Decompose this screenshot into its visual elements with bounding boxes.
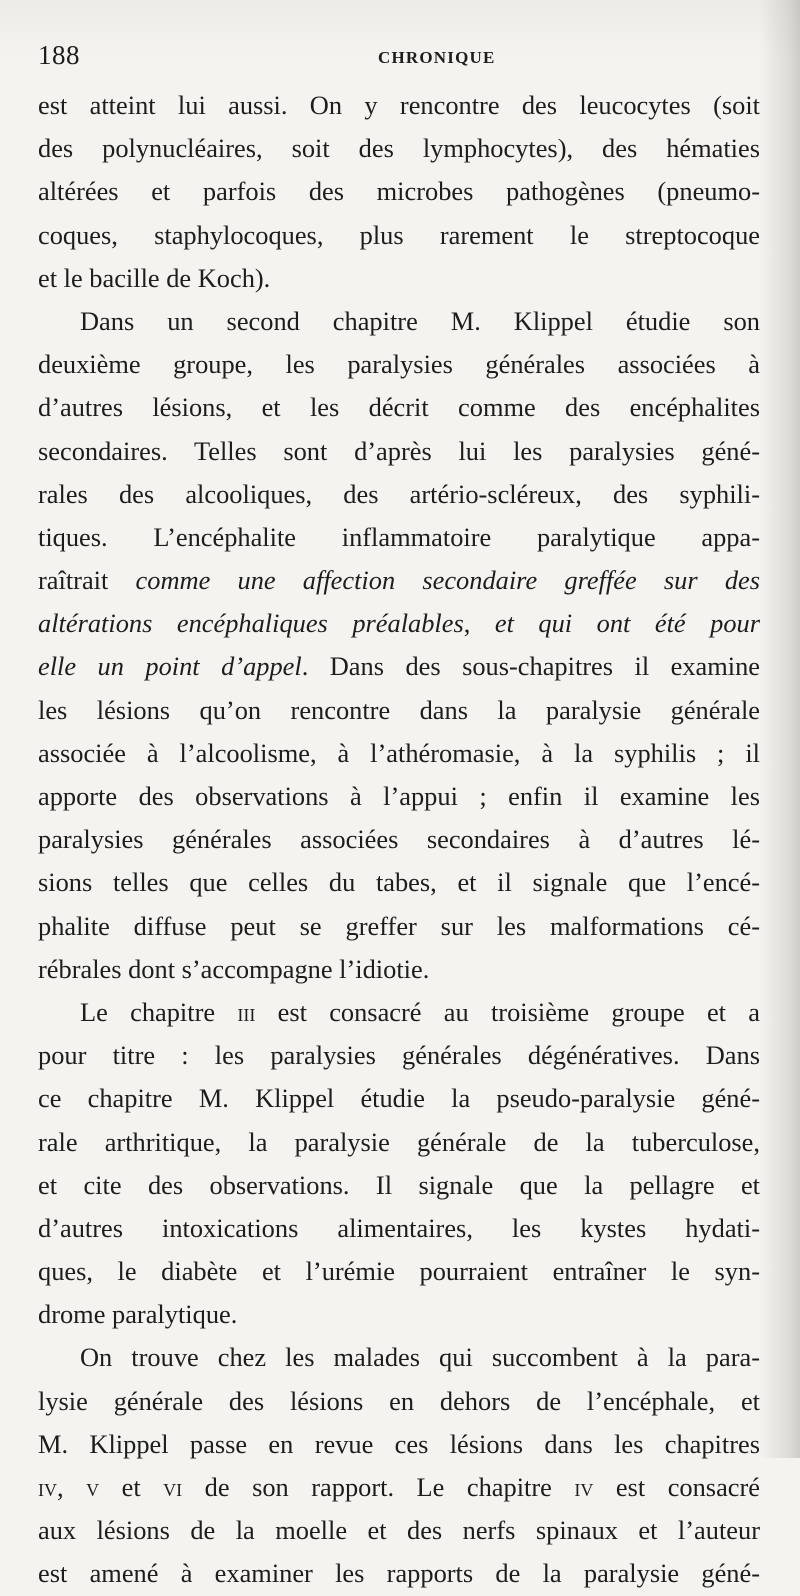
text-line [38, 732, 760, 775]
text-segment: associée à l’alcoolisme, à l’athéromasie, à la syphilis ; il [38, 737, 760, 768]
text-line [38, 300, 760, 343]
text-line [38, 1466, 760, 1509]
text-segment: secondaires. Telles sont d’après lui les paralysies géné- [38, 435, 760, 466]
text-segment: et [99, 1472, 164, 1502]
text-segment: apporte des observations à l’appui ; enfin il examine les [38, 781, 760, 811]
text-line [38, 1509, 760, 1552]
text-segment: tiques. L’encéphalite inflammatoire paralytique appa- [38, 521, 760, 552]
text-segment: On trouve chez les malades qui succombent à la para- [80, 1342, 760, 1373]
text-line [38, 1380, 760, 1423]
text-segment: coques, staphylocoques, plus rarement le streptocoque [38, 219, 760, 250]
text-segment: ques, le diabète et l’urémie pourraient entraîner le syn- [38, 1256, 760, 1287]
text-segment: et cite des observations. Il signale que la pellagre et [38, 1169, 760, 1200]
text-line [38, 645, 760, 688]
text-line [38, 257, 760, 300]
text-line [38, 127, 760, 170]
text-segment: , [57, 1472, 87, 1502]
text-line [38, 602, 760, 645]
small-caps-numeral: iii [237, 996, 256, 1027]
italic-text: elle un point d’appel [38, 651, 302, 682]
text-segment: ce chapitre M. Klippel étudie la pseudo-paralysie géné- [38, 1083, 760, 1114]
text-segment: drome paralytique. [38, 1299, 238, 1330]
text-segment: phalite diffuse peut se greffer sur les malformations cé- [38, 910, 760, 941]
text-line [38, 1552, 760, 1595]
text-segment: est atteint lui aussi. On y rencontre des leucocytes (soit [38, 90, 760, 120]
italic-text: et qui ont été pour [494, 608, 760, 639]
text-segment: altérées et parfois des microbes pathogènes (pneumo- [38, 176, 760, 207]
text-segment: et le bacille de Koch). [38, 262, 271, 293]
small-caps-numeral: vi [163, 1472, 183, 1502]
text-line [38, 1121, 760, 1164]
text-line [38, 473, 760, 516]
text-segment: sions telles que celles du tabes, et il signale que l’encé- [38, 867, 760, 898]
text-segment: est consacré au troisième groupe et a [255, 996, 760, 1027]
text-line [38, 430, 760, 473]
text-line [38, 386, 760, 429]
text-line [38, 1336, 760, 1379]
text-segment: pour titre : les paralysies générales dégénératives. Dans [38, 1040, 760, 1071]
text-segment: Dans un second chapitre M. Klippel étudie son [80, 305, 760, 336]
text-segment: lysie générale des lésions en dehors de l’encéphale, et [38, 1385, 760, 1416]
text-line [38, 1207, 760, 1250]
text-line [38, 1077, 760, 1120]
text-segment: les lésions qu’on rencontre dans la paralysie générale [38, 694, 760, 725]
text-segment: rale arthritique, la paralysie générale de la tuberculose, [38, 1126, 760, 1157]
text-line [38, 516, 760, 559]
text-line [38, 84, 760, 127]
text-segment: Le chapitre [80, 996, 238, 1027]
small-caps-numeral: iv [38, 1472, 57, 1502]
italic-text: comme une affection secondaire greffée sur des [135, 565, 760, 596]
body-text [38, 84, 760, 1596]
text-line [38, 775, 760, 818]
text-line [38, 559, 760, 602]
text-segment: paralysies générales associées secondaires à d’autres lé- [38, 824, 760, 855]
text-line [38, 991, 760, 1034]
italic-text: altérations encéphaliques préalables [38, 608, 464, 639]
text-segment: rébrales dont s’accompagne l’idiotie. [38, 953, 430, 984]
text-line [38, 214, 760, 257]
text-segment: deuxième groupe, les paralysies générales associées à [38, 349, 760, 380]
text-segment: aux lésions de la moelle et des nerfs spinaux et l’auteur [38, 1515, 760, 1546]
text-line [38, 1293, 760, 1336]
small-caps-numeral: iv [574, 1472, 594, 1502]
text-line [38, 1034, 760, 1077]
text-segment: d’autres lésions, et les décrit comme des encéphalites [38, 392, 760, 423]
small-caps-numeral: v [86, 1472, 100, 1502]
text-segment: rales des alcooliques, des artério-scléreux, des syphili- [38, 478, 760, 509]
text-line [38, 861, 760, 904]
text-segment: des polynucléaires, soit des lymphocytes), des hématies [38, 133, 760, 164]
text-line [38, 948, 760, 991]
text-line [38, 905, 760, 948]
page-number: 188 [38, 40, 80, 70]
text-line [38, 1164, 760, 1207]
text-segment: , [463, 608, 495, 639]
text-line [38, 1250, 760, 1293]
text-segment: de son rapport. Le chapitre [182, 1472, 575, 1502]
text-line [38, 1423, 760, 1466]
text-segment: d’autres intoxications alimentaires, les kystes hydati- [38, 1212, 760, 1243]
text-line [38, 689, 760, 732]
text-line [38, 170, 760, 213]
text-segment: raîtrait [38, 565, 136, 596]
text-line [38, 818, 760, 861]
text-segment: . Dans des sous-chapitres il examine [301, 651, 761, 682]
running-title: CHRONIQUE [378, 48, 496, 67]
text-segment: est amené à examiner les rapports de la paralysie géné- [38, 1558, 760, 1589]
text-line [38, 343, 760, 386]
text-segment: M. Klippel passe en revue ces lésions dans les chapitres [38, 1428, 760, 1459]
text-segment: est consacré [593, 1472, 760, 1502]
page-header [38, 38, 760, 78]
